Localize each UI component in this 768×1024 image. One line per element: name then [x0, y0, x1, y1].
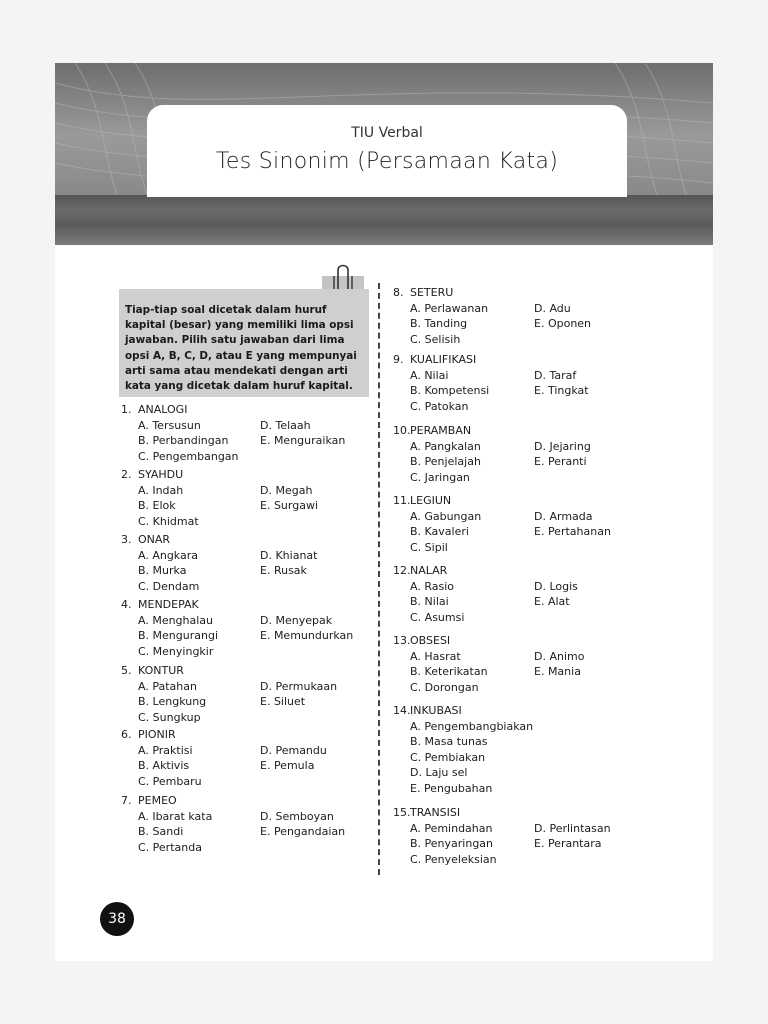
question-item [121, 467, 371, 529]
question-item [121, 597, 371, 659]
question-word: MENDEPAK [138, 598, 199, 611]
answer-option: D. Taraf [534, 368, 577, 382]
answer-option: E. Tingkat [534, 384, 589, 397]
answer-option: C. Jaringan [410, 470, 470, 484]
question-item [121, 532, 371, 594]
question-number: 3. [121, 533, 132, 546]
answer-option: D. Logis [534, 579, 578, 593]
question-word: PEMEO [138, 794, 177, 807]
instruction-text: Tiap-tiap soal dicetak dalam huruf kapital (besar) yang memiliki lima opsi jawaban. Pilih satu jawaban dari lima opsi A, B, C, D, atau E yang mempunyai arti sama atau mendekati dengan arti kata yang dicetak dalam huruf kapital. [125, 304, 357, 393]
answer-option: A. Praktisi [138, 743, 193, 757]
question-word: ONAR [138, 533, 171, 546]
page-number: 38 [100, 902, 134, 936]
question-item [393, 703, 643, 796]
answer-option: B. Murka [138, 564, 187, 577]
question-item [393, 493, 643, 555]
answer-option: C. Sipil [410, 540, 448, 554]
question-number: 13. [393, 634, 411, 647]
question-number: 1. [121, 403, 132, 416]
question-item [393, 633, 643, 695]
answer-option: B. Lengkung [138, 695, 207, 708]
question-number: 6. [121, 728, 132, 741]
answer-option: B. Nilai [410, 595, 449, 608]
answer-option: D. Perlintasan [534, 821, 611, 835]
answer-option: D. Telaah [260, 418, 311, 432]
answer-option: E. Memundurkan [260, 629, 354, 642]
answer-option: B. Perbandingan [138, 434, 229, 447]
answer-option: C. Selisih [410, 332, 461, 346]
question-number: 5. [121, 664, 132, 677]
answer-option: A. Rasio [410, 579, 454, 593]
answer-option: B. Masa tunas [410, 735, 488, 748]
question-item [121, 402, 371, 464]
answer-option: A. Perlawanan [410, 301, 489, 315]
question-item [393, 805, 643, 867]
answer-option: E. Perantara [534, 837, 602, 850]
answer-option: D. Armada [534, 509, 593, 523]
answer-option: C. Pertanda [138, 840, 202, 854]
answer-option: B. Mengurangi [138, 629, 218, 642]
answer-option: C. Khidmat [138, 514, 199, 528]
question-word: PERAMBAN [410, 424, 472, 437]
answer-option: A. Angkara [138, 548, 198, 562]
question-item [393, 563, 643, 625]
answer-option: B. Kompetensi [410, 384, 490, 397]
question-word: TRANSISI [410, 806, 461, 819]
answer-option: B. Sandi [138, 825, 184, 838]
answer-option: E. Pertahanan [534, 525, 611, 538]
question-number: 14. [393, 704, 411, 717]
question-item [121, 727, 371, 789]
answer-option: D. Permukaan [260, 679, 338, 693]
question-number: 9. [393, 353, 404, 366]
question-word: PIONIR [138, 728, 176, 741]
question-item [121, 663, 371, 725]
answer-option: D. Animo [534, 649, 585, 663]
answer-option: E. Peranti [534, 455, 587, 468]
question-word: OBSESI [410, 634, 451, 647]
answer-option: B. Penjelajah [410, 455, 481, 468]
answer-option: A. Pengembangbiakan [410, 719, 534, 733]
answer-option: E. Pengandaian [260, 825, 346, 838]
question-word: NALAR [410, 564, 448, 577]
answer-option: C. Menyingkir [138, 644, 214, 658]
answer-option: B. Tanding [410, 317, 468, 330]
question-number: 15. [393, 806, 411, 819]
banner-strip [55, 195, 713, 245]
question-item [393, 285, 643, 347]
question-number: 8. [393, 286, 404, 299]
section-subtitle: TIU Verbal [351, 125, 423, 141]
question-word: SYAHDU [138, 468, 184, 481]
answer-option: A. Indah [138, 483, 184, 497]
question-item [121, 793, 371, 855]
page-title: Tes Sinonim (Persamaan Kata) [215, 149, 559, 174]
answer-option: A. Nilai [410, 368, 449, 382]
question-number: 11. [393, 494, 411, 507]
answer-option: A. Tersusun [138, 418, 201, 432]
instruction-box [119, 289, 369, 397]
answer-option: E. Pengubahan [410, 781, 493, 795]
answer-option: E. Alat [534, 595, 570, 608]
answer-option: A. Pemindahan [410, 821, 493, 835]
answer-option: C. Sungkup [138, 710, 201, 724]
answer-option: D. Semboyan [260, 809, 334, 823]
answer-option: C. Pengembangan [138, 449, 239, 463]
question-word: KONTUR [138, 664, 184, 677]
question-word: KUALIFIKASI [410, 353, 477, 366]
question-word: ANALOGI [138, 403, 188, 416]
question-word: INKUBASI [410, 704, 462, 717]
answer-option: E. Rusak [260, 564, 307, 577]
answer-option: A. Patahan [138, 679, 197, 693]
answer-option: D. Adu [534, 301, 571, 315]
answer-option: E. Siluet [260, 695, 306, 708]
question-item [393, 423, 643, 485]
answer-option: C. Asumsi [410, 610, 465, 624]
answer-option: A. Pangkalan [410, 439, 481, 453]
answer-option: A. Menghalau [138, 613, 214, 627]
answer-option: E. Surgawi [260, 499, 319, 512]
answer-option: D. Laju sel [410, 766, 468, 779]
answer-option: B. Kavaleri [410, 525, 469, 538]
answer-option: C. Dorongan [410, 680, 479, 694]
question-number: 4. [121, 598, 132, 611]
answer-option: C. Penyeleksian [410, 852, 497, 866]
answer-option: C. Patokan [410, 399, 469, 413]
answer-option: B. Elok [138, 499, 176, 512]
answer-option: A. Ibarat kata [138, 809, 213, 823]
answer-option: E. Pemula [260, 759, 315, 772]
question-number: 2. [121, 468, 132, 481]
column-divider [378, 283, 380, 875]
answer-option: C. Pembaru [138, 774, 202, 788]
answer-option: A. Gabungan [410, 509, 482, 523]
answer-option: E. Oponen [534, 317, 592, 330]
question-number: 7. [121, 794, 132, 807]
answer-option: C. Pembiakan [410, 750, 486, 764]
answer-option: E. Mania [534, 665, 581, 678]
answer-option: A. Hasrat [410, 649, 461, 663]
question-number: 12. [393, 564, 411, 577]
question-word: LEGIUN [410, 494, 452, 507]
answer-option: B. Aktivis [138, 759, 190, 772]
question-item [393, 352, 643, 414]
answer-option: E. Menguraikan [260, 434, 346, 447]
question-number: 10. [393, 424, 411, 437]
answer-option: D. Jejaring [534, 439, 591, 453]
answer-option: D. Khianat [260, 548, 318, 562]
title-card [147, 105, 627, 197]
answer-option: D. Megah [260, 483, 313, 497]
answer-option: B. Keterikatan [410, 665, 488, 678]
question-word: SETERU [410, 286, 454, 299]
answer-option: B. Penyaringan [410, 837, 494, 850]
answer-option: D. Menyepak [260, 613, 333, 627]
answer-option: C. Dendam [138, 579, 200, 593]
answer-option: D. Pemandu [260, 743, 327, 757]
